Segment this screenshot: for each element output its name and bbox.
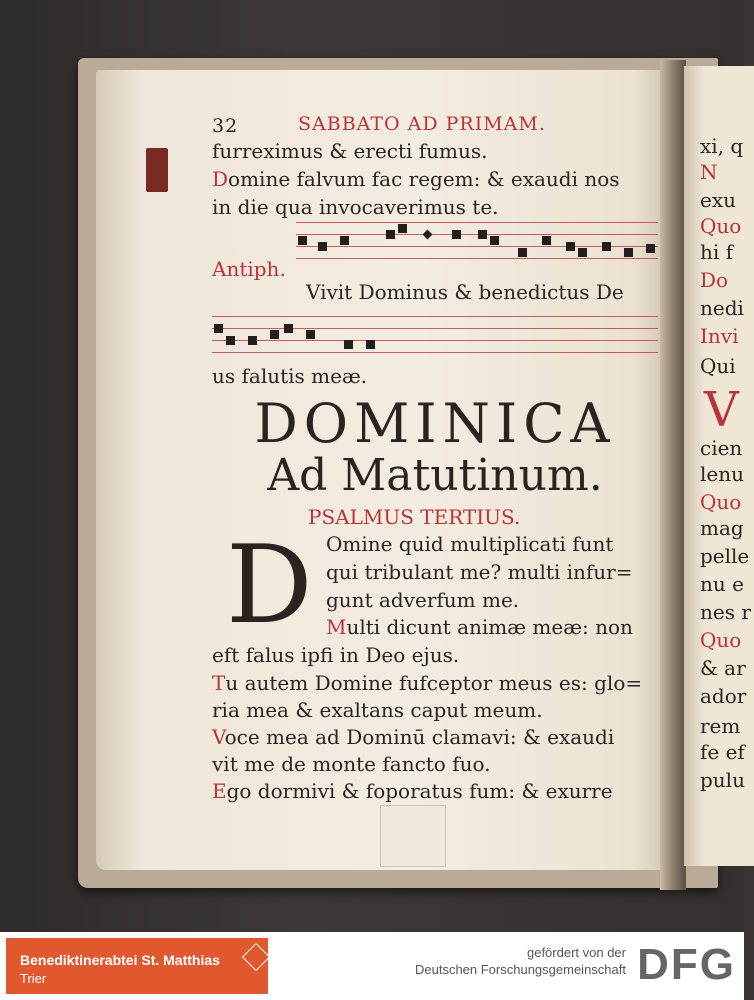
neume (452, 230, 461, 239)
institution-city: Trier (20, 971, 47, 986)
fragment: nu e (700, 572, 744, 596)
paper-tab (380, 805, 446, 867)
fragment: cien (700, 436, 743, 460)
fragment: exu (700, 188, 736, 212)
fragment: fe ef (700, 740, 745, 764)
running-head: SABBATO AD PRIMAM. (298, 113, 546, 135)
psalm-heading: PSALMUS TERTIUS. (308, 505, 521, 529)
fragment: lenu (700, 462, 744, 486)
text-line: furreximus & erecti fumus. (212, 139, 488, 163)
attribution-footer (0, 932, 744, 1000)
antiphon-text-continued: us falutis meæ. (212, 364, 368, 388)
neume (298, 236, 307, 245)
psalm-line: Omine quid multiplicati funt (326, 532, 614, 556)
section-subtitle: Ad Matutinum. (267, 450, 603, 501)
music-staff-2 (212, 316, 658, 356)
fragment: Quo (700, 214, 742, 238)
fragment: hi f (700, 240, 734, 264)
psalm-line: Voce mea ad Dominū clamavi: & exaudi (212, 725, 615, 749)
neume (566, 242, 575, 251)
institution-badge[interactable] (6, 938, 268, 994)
neume (306, 330, 315, 339)
fragment: Quo (700, 628, 742, 652)
fragment: mag (700, 516, 744, 540)
fragment: Invi (700, 324, 739, 348)
psalm-line: Multi dicunt animæ meæ: non (326, 615, 633, 639)
neume (423, 230, 433, 240)
neume (344, 340, 353, 349)
psalm-line: gunt adverfum me. (326, 588, 520, 612)
neume (490, 236, 499, 245)
neume (602, 242, 611, 251)
neume (386, 230, 395, 239)
page-number: 32 (212, 115, 239, 137)
fragment: pulu (700, 768, 745, 792)
neume (318, 242, 327, 251)
fragment: rem (700, 714, 741, 738)
psalm-line: ria mea & exaltans caput meum. (212, 698, 543, 722)
neume (214, 324, 223, 333)
neume (646, 244, 655, 253)
neume (398, 224, 407, 233)
institution-name: Benediktinerabtei St. Matthias (20, 952, 220, 968)
music-staff-1 (296, 222, 658, 262)
antiphon-text: Vivit Dominus & benedictus De (306, 280, 624, 304)
fragment: ador (700, 684, 747, 708)
psalm-line: Tu autem Domine fufceptor meus es: glo= (212, 671, 643, 695)
psalm-line: vit me de monte fancto fuo. (212, 752, 491, 776)
neume (284, 324, 293, 333)
text-line: in die qua invocaverimus te. (212, 195, 499, 219)
fragment: Quo (700, 490, 742, 514)
neume (518, 248, 527, 257)
drop-cap: D (226, 523, 313, 648)
fragment: N (700, 160, 718, 184)
neume (340, 236, 349, 245)
bookmark-ribbon (146, 148, 168, 192)
psalm-line: Ego dormivi & foporatus fum: & exurre (212, 779, 613, 803)
neume (578, 248, 587, 257)
neume (248, 336, 257, 345)
fragment: pelle (700, 544, 750, 568)
funding-line-2: Deutschen Forschungsgemeinschaft (414, 962, 626, 977)
funding-note (415, 944, 626, 978)
abbey-logo-icon (242, 943, 270, 971)
book-gutter (660, 60, 686, 890)
fragment: V (704, 382, 739, 438)
dfg-logo[interactable]: DFG (637, 940, 736, 989)
fragment: & ar (700, 656, 746, 680)
neume (542, 236, 551, 245)
fragment: Do (700, 268, 729, 292)
fragment: xi, q (700, 134, 744, 158)
fragment: Qui (700, 354, 736, 378)
antiphon-label: Antiph. (212, 257, 286, 281)
neume (270, 330, 279, 339)
rubric-initial: D (212, 167, 229, 191)
text-line: Domine falvum fac regem: & exaudi nos (212, 167, 620, 191)
fragment: nedi (700, 296, 744, 320)
neume (624, 248, 633, 257)
fragment: nes r (700, 600, 751, 624)
neume (478, 230, 487, 239)
neume (366, 340, 375, 349)
psalm-line: eft falus ipfi in Deo ejus. (212, 643, 460, 667)
funding-line-1: gefördert von der (526, 945, 626, 960)
section-title: DOMINICA (254, 392, 616, 455)
neume (226, 336, 235, 345)
psalm-line: qui tribulant me? multi infur= (326, 560, 633, 584)
